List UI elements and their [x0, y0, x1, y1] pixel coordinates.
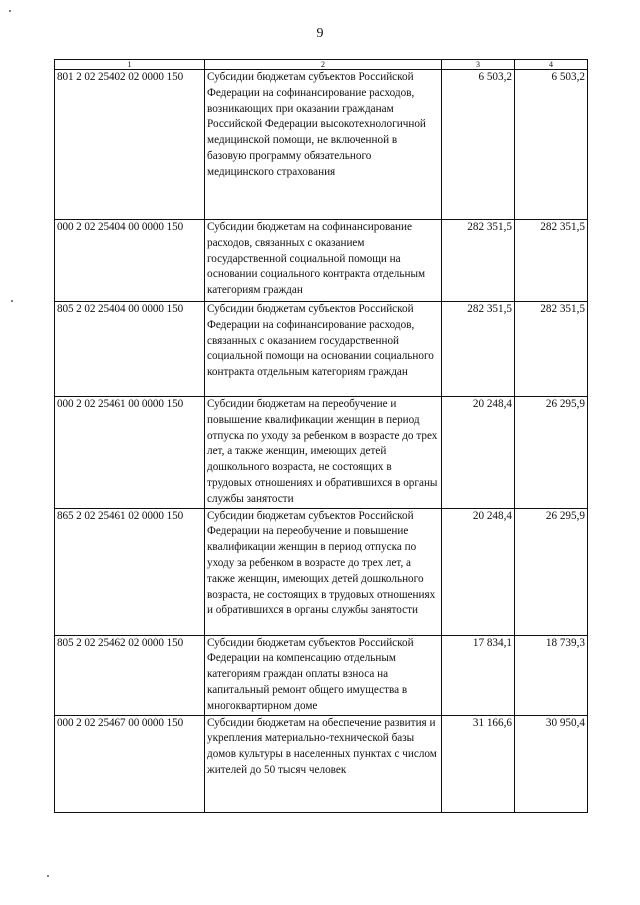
row-description: Субсидии бюджетам на переобучение и повышение квалификации женщин в период отпуска по уходу за ребенком в возрасте до трех лет, а также женщин, имеющих детей дошкольного возраста, не состоящих в трудовых отношениях и обратившихся в органы службы занятости — [205, 397, 442, 509]
budget-table — [54, 59, 588, 813]
budget-code: 805 2 02 25462 02 0000 150 — [55, 635, 205, 715]
budget-code: 000 2 02 25467 00 0000 150 — [55, 715, 205, 812]
value-col-4: 26 295,9 — [515, 508, 588, 635]
row-description: Субсидии бюджетам на софинансирование расходов, связанных с оказанием государственной социальной помощи на основании социального контракта отдельным категориям граждан — [205, 220, 442, 302]
value-col-4: 30 950,4 — [515, 715, 588, 812]
page-number: 9 — [316, 26, 324, 41]
table-header — [55, 60, 588, 70]
table-row — [55, 508, 588, 635]
header-col-1: 1 — [55, 60, 205, 70]
budget-code: 000 2 02 25461 00 0000 150 — [55, 397, 205, 509]
value-col-3: 282 351,5 — [442, 220, 515, 302]
value-col-4: 18 739,3 — [515, 635, 588, 715]
row-description: Субсидии бюджетам субъектов Российской Федерации на софинансирование расходов, возникающих при оказании гражданам Российской Федерации высокотехнологичной медицинской помощи, не включенной в базовую программу обязательного медицинского страхования — [205, 70, 442, 220]
table-row — [55, 715, 588, 812]
value-col-3: 6 503,2 — [442, 70, 515, 220]
header-col-3: 3 — [442, 60, 515, 70]
budget-code: 865 2 02 25461 02 0000 150 — [55, 508, 205, 635]
header-row — [55, 60, 588, 70]
table-row — [55, 70, 588, 220]
budget-code: 805 2 02 25404 00 0000 150 — [55, 302, 205, 397]
table-body — [55, 70, 588, 813]
table-row — [55, 220, 588, 302]
scan-speck — [47, 875, 49, 877]
value-col-4: 6 503,2 — [515, 70, 588, 220]
header-col-2: 2 — [205, 60, 442, 70]
row-description: Субсидии бюджетам субъектов Российской Федерации на компенсацию отдельным категориям граждан оплаты взноса на капитальный ремонт общего имущества в многоквартирном доме — [205, 635, 442, 715]
scan-speck — [9, 10, 11, 12]
value-col-4: 26 295,9 — [515, 397, 588, 509]
value-col-3: 282 351,5 — [442, 302, 515, 397]
row-description: Субсидии бюджетам субъектов Российской Федерации на переобучение и повышение квалификации женщин в период отпуска по уходу за ребенком в возрасте до трех лет, а также женщин, имеющих детей дошкольного возраста, не состоящих в трудовых отношениях и обратившихся в органы службы занятости — [205, 508, 442, 635]
table-row — [55, 397, 588, 509]
table-row — [55, 635, 588, 715]
row-description: Субсидии бюджетам субъектов Российской Федерации на софинансирование расходов, связанных с оказанием государственной социальной помощи на основании социального контракта отдельным категориям граждан — [205, 302, 442, 397]
budget-code: 801 2 02 25402 02 0000 150 — [55, 70, 205, 220]
value-col-4: 282 351,5 — [515, 302, 588, 397]
table-row — [55, 302, 588, 397]
row-description: Субсидии бюджетам на обеспечение развития и укрепления материально-технической базы домов культуры в населенных пунктах с числом жителей до 50 тысяч человек — [205, 715, 442, 812]
value-col-4: 282 351,5 — [515, 220, 588, 302]
header-col-4: 4 — [515, 60, 588, 70]
value-col-3: 31 166,6 — [442, 715, 515, 812]
budget-code: 000 2 02 25404 00 0000 150 — [55, 220, 205, 302]
scan-speck — [11, 300, 13, 302]
value-col-3: 17 834,1 — [442, 635, 515, 715]
value-col-3: 20 248,4 — [442, 508, 515, 635]
value-col-3: 20 248,4 — [442, 397, 515, 509]
